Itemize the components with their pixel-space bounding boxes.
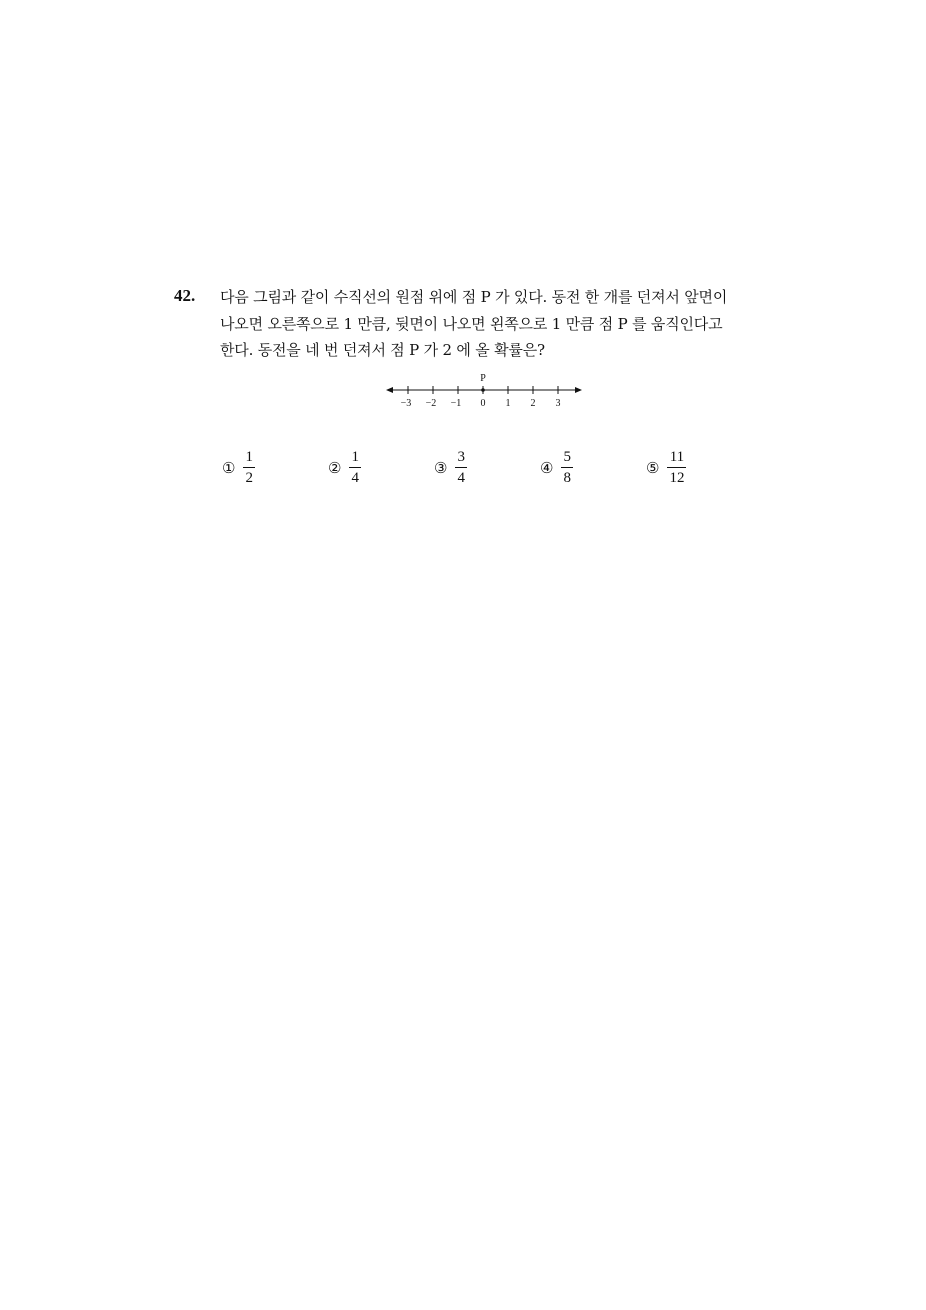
tick-label: 0 <box>480 398 486 409</box>
fraction <box>455 450 467 486</box>
numerator: 1 <box>245 449 253 465</box>
question-line: 다음 그림과 같이 수직선의 원점 위에 점 P 가 있다. 동전 한 개를 던져서 앞면이 <box>220 288 728 306</box>
numerator: 1 <box>351 449 359 465</box>
choice-number: ① <box>222 458 236 477</box>
fraction <box>349 450 361 486</box>
left-arrow-icon <box>386 387 393 393</box>
tick-label: 3 <box>555 398 561 409</box>
choice-number: ② <box>328 458 342 477</box>
question-number: 42. <box>174 286 196 305</box>
point-p-label: P <box>480 373 486 384</box>
tick-label: 2 <box>530 398 536 409</box>
fraction <box>561 450 573 486</box>
choice-2[interactable] <box>328 450 361 486</box>
number-line <box>384 370 584 414</box>
denominator: 8 <box>563 470 571 486</box>
numerator: 3 <box>457 449 465 465</box>
tick-label: −1 <box>450 398 462 409</box>
right-arrow-icon <box>575 387 582 393</box>
denominator: 4 <box>457 470 465 486</box>
numerator: 5 <box>563 449 571 465</box>
tick-label: −3 <box>400 398 412 409</box>
choice-3[interactable] <box>434 450 467 486</box>
question-line: 나오면 오른쪽으로 1 만큼, 뒷면이 나오면 왼쪽으로 1 만큼 점 P 를 움직인다고 <box>220 314 723 333</box>
choice-4[interactable] <box>540 450 573 486</box>
number-line-figure <box>384 370 584 418</box>
tick-label: −2 <box>425 398 437 409</box>
fraction <box>667 450 686 486</box>
choice-5[interactable] <box>646 450 686 486</box>
fraction <box>243 450 255 486</box>
answer-choices <box>222 450 742 490</box>
point-p-dot <box>481 388 485 392</box>
denominator: 4 <box>351 470 359 486</box>
numerator: 11 <box>669 449 685 465</box>
choice-1[interactable] <box>222 450 255 486</box>
choice-number: ③ <box>434 458 448 477</box>
denominator: 12 <box>669 470 685 486</box>
tick-label: 1 <box>505 398 511 409</box>
question-text <box>220 284 780 364</box>
choice-number: ④ <box>540 458 554 477</box>
denominator: 2 <box>245 470 253 486</box>
choice-number: ⑤ <box>646 458 660 477</box>
question-line: 한다. 동전을 네 번 던져서 점 P 가 2 에 올 확률은? <box>220 341 545 359</box>
